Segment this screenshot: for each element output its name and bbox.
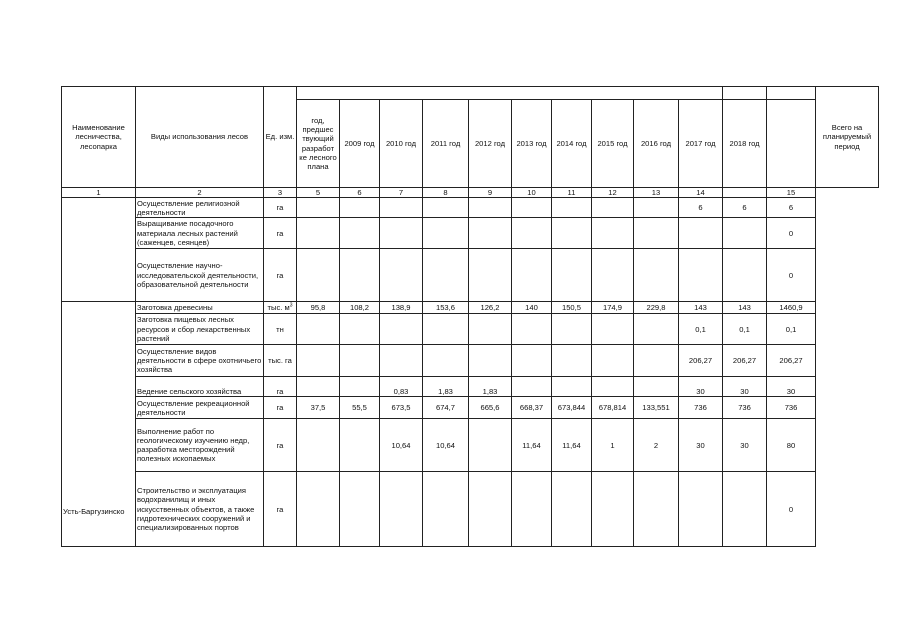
forestry-name: Усть-Баргузинско [62,302,136,547]
unit: га [264,377,297,397]
value-2011 [423,218,469,249]
value-2014 [552,472,592,547]
value-2009: 55,5 [340,397,380,419]
value-total: 6 [767,198,816,218]
value-2010 [380,472,423,547]
value-prev [297,198,340,218]
col-number: 12 [592,188,634,198]
value-2015 [592,218,634,249]
value-2016 [634,218,679,249]
value-prev [297,314,340,345]
value-prev [297,249,340,302]
value-2018 [723,472,767,547]
value-total: 736 [767,397,816,419]
forestry-cell-empty [62,198,136,218]
value-2013 [512,472,552,547]
value-2013 [512,314,552,345]
col-number: 2 [136,188,264,198]
value-2011 [423,472,469,547]
header-year-2017: 2017 год [679,100,723,188]
value-2016 [634,377,679,397]
col-number [723,188,767,198]
value-2014: 673,844 [552,397,592,419]
header-year-2014: 2014 год [552,100,592,188]
value-2017: 30 [679,377,723,397]
table-row [62,198,879,218]
value-2016 [634,314,679,345]
header-years-band [297,87,723,100]
value-2017 [679,472,723,547]
table-row [62,397,879,419]
usage-type: Строительство и эксплуатация водохранилищ и иных искусственных объектов, а также гидротехнических сооружений и специализированных портов [136,472,264,547]
value-2009 [340,377,380,397]
unit: га [264,198,297,218]
col-number: 14 [679,188,723,198]
value-2015: 678,814 [592,397,634,419]
usage-type: Осуществление научно-исследовательской деятельности, образовательной деятельности [136,249,264,302]
value-2014 [552,314,592,345]
value-2012: 1,83 [469,377,512,397]
value-2018: 30 [723,419,767,472]
value-2009 [340,472,380,547]
value-2016: 133,551 [634,397,679,419]
usage-type: Ведение сельского хозяйства [136,377,264,397]
forestry-cell-empty [62,249,136,302]
value-2017 [679,249,723,302]
value-2009 [340,249,380,302]
col-number: 6 [340,188,380,198]
header-2017-band [723,87,767,100]
value-2014: 150,5 [552,302,592,314]
value-prev: 95,8 [297,302,340,314]
value-total: 206,27 [767,345,816,377]
value-total: 0,1 [767,314,816,345]
value-2012: 126,2 [469,302,512,314]
value-2009: 108,2 [340,302,380,314]
unit-text: тыс. м [267,303,290,313]
unit [264,302,297,314]
value-2012: 665,6 [469,397,512,419]
value-2018: 736 [723,397,767,419]
forest-use-table [61,86,879,547]
value-2009 [340,198,380,218]
value-2016: 2 [634,419,679,472]
usage-type: Осуществление видов деятельности в сфере охотничьего хозяйства [136,345,264,377]
table-row [62,249,879,302]
value-2015 [592,472,634,547]
usage-type: Выращивание посадочного материала лесных растений (саженцев, сеянцев) [136,218,264,249]
value-2016 [634,472,679,547]
header-usage-types: Виды использования лесов [136,87,264,188]
value-2014 [552,249,592,302]
header-prev-year: год, предшес твующий разработ ке лесного плана [297,100,340,188]
value-2018 [723,249,767,302]
usage-type: Заготовка древесины [136,302,264,314]
value-prev [297,472,340,547]
column-numbers-row [62,188,879,198]
value-2013 [512,249,552,302]
value-2013 [512,345,552,377]
value-2018: 0,1 [723,314,767,345]
value-2017: 6 [679,198,723,218]
value-2017: 143 [679,302,723,314]
table-row [62,314,879,345]
value-2013: 140 [512,302,552,314]
value-prev [297,345,340,377]
unit: га [264,249,297,302]
value-2013: 668,37 [512,397,552,419]
value-2010: 673,5 [380,397,423,419]
value-2014 [552,218,592,249]
col-number: 15 [767,188,816,198]
value-prev: 37,5 [297,397,340,419]
table-row [62,472,879,547]
unit-superscript: 3 [289,302,293,309]
header-unit: Ед. изм. [264,87,297,188]
col-number: 3 [264,188,297,198]
value-2016 [634,198,679,218]
header-year-2011: 2011 год [423,100,469,188]
value-total: 1460,9 [767,302,816,314]
value-2011: 1,83 [423,377,469,397]
header-forestry-name: Наименование лесничества, лесопарка [62,87,136,188]
unit: га [264,419,297,472]
table-row [62,302,879,314]
value-2011: 674,7 [423,397,469,419]
value-2013: 11,64 [512,419,552,472]
table-row [62,377,879,397]
value-2009 [340,218,380,249]
value-2014 [552,345,592,377]
value-2018: 206,27 [723,345,767,377]
header-year-2009: 2009 год [340,100,380,188]
col-number: 13 [634,188,679,198]
table-row [62,218,879,249]
col-number: 9 [469,188,512,198]
value-2011 [423,345,469,377]
value-2011: 153,6 [423,302,469,314]
value-2013 [512,198,552,218]
value-2015 [592,249,634,302]
value-2013 [512,377,552,397]
value-2010 [380,218,423,249]
value-2009 [340,345,380,377]
value-2013 [512,218,552,249]
value-prev [297,218,340,249]
value-2012 [469,249,512,302]
value-2010 [380,314,423,345]
header-year-2012: 2012 год [469,100,512,188]
value-2017: 206,27 [679,345,723,377]
value-2012 [469,314,512,345]
value-2014: 11,64 [552,419,592,472]
value-2018: 143 [723,302,767,314]
col-number: 5 [297,188,340,198]
col-number: 11 [552,188,592,198]
value-2010 [380,198,423,218]
value-2014 [552,198,592,218]
value-total: 0 [767,218,816,249]
header-2018-band [767,87,816,100]
forestry-cell-empty [62,218,136,249]
header-total: Всего на планируемый период [816,87,879,188]
header-year-2016: 2016 год [634,100,679,188]
col-number: 1 [62,188,136,198]
usage-type: Осуществление рекреационной деятельности [136,397,264,419]
value-2012 [469,472,512,547]
unit: га [264,472,297,547]
value-total: 80 [767,419,816,472]
value-2010: 0,83 [380,377,423,397]
value-2010: 138,9 [380,302,423,314]
value-2011: 10,64 [423,419,469,472]
header-year-2013: 2013 год [512,100,552,188]
value-2012 [469,198,512,218]
col-number: 7 [380,188,423,198]
value-2012 [469,218,512,249]
usage-type: Заготовка пищевых лесных ресурсов и сбор лекарственных растений [136,314,264,345]
value-total: 30 [767,377,816,397]
value-2016 [634,249,679,302]
value-2015 [592,198,634,218]
unit: га [264,218,297,249]
value-total: 0 [767,472,816,547]
value-2009 [340,314,380,345]
value-2011 [423,198,469,218]
value-2012 [469,419,512,472]
value-2010: 10,64 [380,419,423,472]
header-year-2010: 2010 год [380,100,423,188]
value-prev [297,377,340,397]
value-2015 [592,345,634,377]
value-total: 0 [767,249,816,302]
value-2010 [380,345,423,377]
value-2016: 229,8 [634,302,679,314]
unit: тыс. га [264,345,297,377]
value-2015 [592,314,634,345]
value-2018: 30 [723,377,767,397]
unit: га [264,397,297,419]
value-2018: 6 [723,198,767,218]
value-2015: 1 [592,419,634,472]
value-2011 [423,249,469,302]
value-prev [297,419,340,472]
value-2015 [592,377,634,397]
value-2015: 174,9 [592,302,634,314]
col-number: 10 [512,188,552,198]
usage-type: Выполнение работ по геологическому изучению недр, разработка месторождений полезных ископаемых [136,419,264,472]
usage-type: Осуществление религиозной деятельности [136,198,264,218]
value-2017: 0,1 [679,314,723,345]
table-row [62,419,879,472]
header-year-2018: 2018 год [723,100,767,188]
value-2010 [380,249,423,302]
value-2017 [679,218,723,249]
table-row [62,345,879,377]
value-2016 [634,345,679,377]
header-top-band [62,87,879,100]
unit: тн [264,314,297,345]
header-year-2015: 2015 год [592,100,634,188]
value-2017: 30 [679,419,723,472]
col-number: 8 [423,188,469,198]
value-2018 [723,218,767,249]
value-2012 [469,345,512,377]
value-2011 [423,314,469,345]
value-2009 [340,419,380,472]
value-2017: 736 [679,397,723,419]
value-2014 [552,377,592,397]
